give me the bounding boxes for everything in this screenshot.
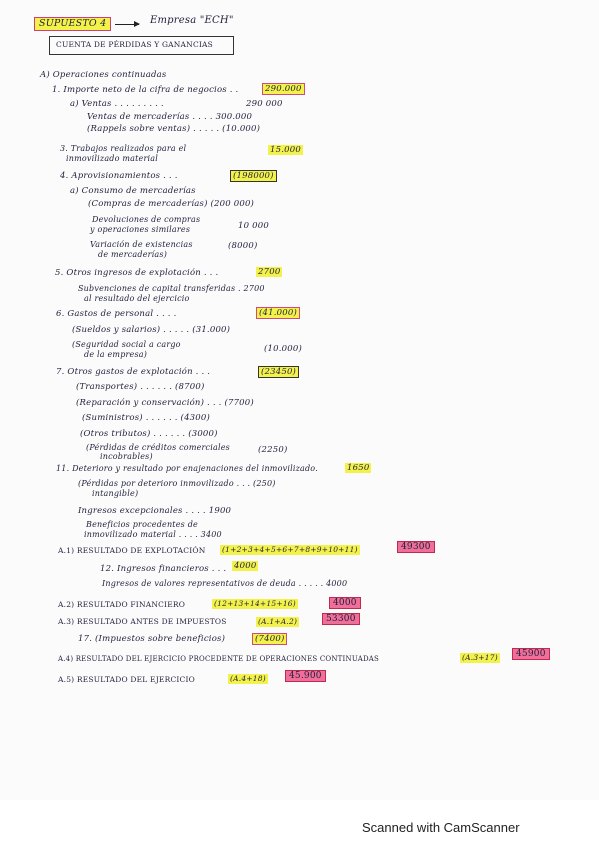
a1-result: 49300 xyxy=(397,541,435,553)
a5-result: 45.900 xyxy=(285,670,326,682)
a2-formula: (12+13+14+15+16) xyxy=(214,599,296,608)
subvenciones-b: al resultado del ejercicio xyxy=(84,294,190,303)
compras: (Compras de mercaderías) (200 000) xyxy=(88,199,255,209)
a4-label: A.4) RESULTADO DEL EJERCICIO PROCEDENTE DE OPERACIONES CONTINUADAS xyxy=(58,655,380,663)
section-a-heading: A) Operaciones continuadas xyxy=(40,70,167,80)
a3-label: A.3) RESULTADO ANTES DE IMPUESTOS xyxy=(58,617,227,626)
devoluciones-value: 10 000 xyxy=(238,221,269,231)
line-3b: inmovilizado material xyxy=(66,154,158,163)
line-4a: a) Consumo de mercaderías xyxy=(70,186,196,196)
perdidas-creditos-b: incobrables) xyxy=(100,452,153,461)
devoluciones-b: y operaciones similares xyxy=(90,225,191,234)
line-12: 12. Ingresos financieros . . . xyxy=(100,564,227,574)
ingresos-valores: Ingresos de valores representativos de deuda . . . . . 4000 xyxy=(102,579,348,588)
devoluciones-a: Devoluciones de compras xyxy=(92,215,201,224)
reparacion: (Reparación y conservación) . . . (7700) xyxy=(76,398,254,408)
a2-result: 4000 xyxy=(329,597,361,609)
line-4: 4. Aprovisionamientos . . . xyxy=(60,171,178,181)
subtitle: CUENTA DE PÉRDIDAS Y GANANCIAS xyxy=(56,40,213,49)
line-11-value: 1650 xyxy=(347,463,370,473)
subvenciones-a: Subvenciones de capital transferidas . 2700 xyxy=(78,284,265,293)
variacion-value: (8000) xyxy=(228,241,258,251)
otros-tributos: (Otros tributos) . . . . . . (3000) xyxy=(80,429,218,439)
a4-formula: (A.3+17) xyxy=(462,653,498,662)
rappels: (Rappels sobre ventas) . . . . . (10.000) xyxy=(87,124,261,134)
a3-formula: (A.1+A.2) xyxy=(258,617,298,626)
seguridad-social-value: (10.000) xyxy=(264,344,302,354)
a1-formula: (1+2+3+4+5+6+7+8+9+10+11) xyxy=(222,545,358,554)
footer xyxy=(0,800,599,848)
beneficios-b: inmovilizado material . . . . 3400 xyxy=(84,530,222,539)
variacion-a: Variación de existencias xyxy=(90,240,193,249)
line-7: 7. Otros gastos de explotación . . . xyxy=(56,367,211,377)
line-11: 11. Deterioro y resultado por enajenaciones del inmovilizado. xyxy=(56,464,318,473)
line-7-value: (23450) xyxy=(258,366,299,378)
arrow-icon xyxy=(115,24,139,25)
line-1: 1. Importe neto de la cifra de negocios . . xyxy=(52,85,239,95)
line-5: 5. Otros ingresos de explotación . . . xyxy=(55,268,219,278)
a2-label: A.2) RESULTADO FINANCIERO xyxy=(58,600,186,609)
a3-result: 53300 xyxy=(322,613,360,625)
line-1a: a) Ventas . . . . . . . . . xyxy=(70,99,164,109)
line-1-value: 290.000 xyxy=(262,83,305,95)
line-5-value: 2700 xyxy=(258,267,281,277)
perdidas-deterioro-b: intangible) xyxy=(92,489,139,498)
ingresos-excepcionales: Ingresos excepcionales . . . . 1900 xyxy=(78,506,232,516)
perdidas-creditos-value: (2250) xyxy=(258,445,288,455)
line-17: 17. (Impuestos sobre beneficios) xyxy=(78,634,226,644)
transportes: (Transportes) . . . . . . (8700) xyxy=(76,382,205,392)
beneficios-a: Beneficios procedentes de xyxy=(86,520,198,529)
perdidas-creditos-a: (Pérdidas de créditos comerciales xyxy=(86,443,230,452)
line-1a-value: 290 000 xyxy=(246,99,283,109)
line-6: 6. Gastos de personal . . . . xyxy=(56,309,177,319)
variacion-b: de mercaderías) xyxy=(98,250,168,259)
a4-result: 45900 xyxy=(512,648,550,660)
line-17-value: (7400) xyxy=(252,633,287,645)
suministros: (Suministros) . . . . . . (4300) xyxy=(82,413,211,423)
seguridad-social-b: de la empresa) xyxy=(84,350,148,359)
ventas-mercaderias: Ventas de mercaderías . . . . 300.000 xyxy=(87,112,253,122)
scanner-watermark: Scanned with CamScanner xyxy=(362,820,520,835)
line-3: 3. Trabajos realizados para el xyxy=(60,144,187,153)
supuesto-title: SUPUESTO 4 xyxy=(34,17,111,31)
a5-formula: (A.4+18) xyxy=(230,674,266,683)
line-6-value: (41.000) xyxy=(256,307,300,319)
line-12-value: 4000 xyxy=(234,561,257,571)
seguridad-social-a: (Seguridad social a cargo xyxy=(72,340,181,349)
line-3-value: 15.000 xyxy=(270,145,301,155)
a5-label: A.5) RESULTADO DEL EJERCICIO xyxy=(58,675,195,684)
empresa-label: Empresa "ECH" xyxy=(150,15,234,26)
sueldos: (Sueldos y salarios) . . . . . (31.000) xyxy=(72,325,231,335)
line-4-value: (198000) xyxy=(230,170,277,182)
perdidas-deterioro-a: (Pérdidas por deterioro inmovilizado . . . (250) xyxy=(78,479,276,488)
a1-label: A.1) RESULTADO DE EXPLOTACIÓN xyxy=(58,546,206,555)
